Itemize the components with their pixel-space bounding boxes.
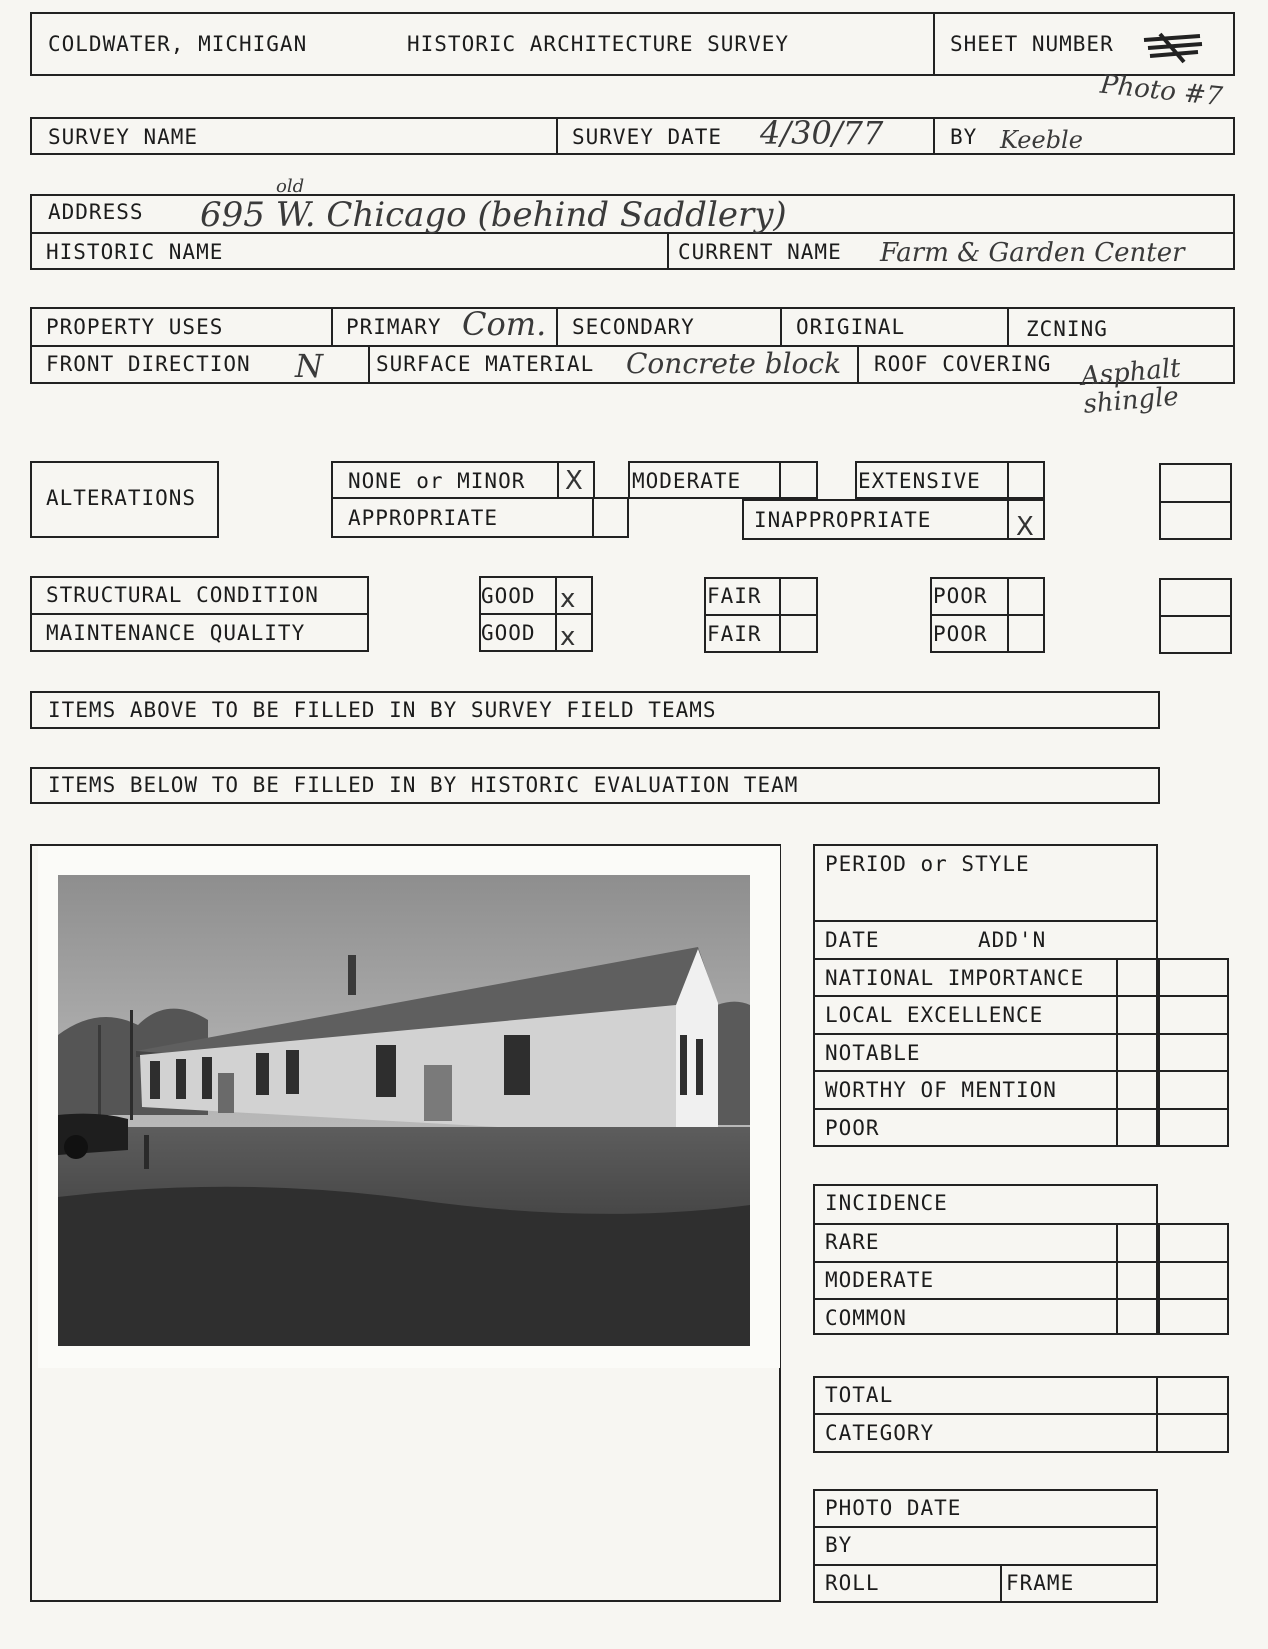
eval-col-div: [1158, 958, 1160, 1147]
alt-moderate-check-div: [779, 461, 781, 499]
condition-poor-divider: [930, 614, 1045, 616]
total-row-div: [813, 1413, 1229, 1415]
property-div-3: [780, 307, 782, 345]
original-label: ORIGINAL: [796, 315, 906, 339]
maintenance-fair-label: FAIR: [707, 622, 762, 646]
alt-extensive-check-div: [1007, 461, 1009, 499]
evaluation-score-column: [1116, 958, 1229, 1147]
condition-poor-check-div: [1007, 577, 1009, 653]
structural-poor-label: POOR: [933, 584, 988, 608]
condition-good-divider: [479, 613, 593, 615]
photo-date-label: PHOTO DATE: [825, 1496, 962, 1520]
photo-info-div-2: [813, 1564, 1158, 1566]
property-div-4: [1007, 307, 1009, 345]
structural-good-label: GOOD: [481, 584, 536, 608]
survey-divider-2: [933, 117, 935, 155]
primary-value: Com.: [462, 305, 547, 343]
current-name-divider: [667, 232, 669, 270]
national-importance-label: NATIONAL IMPORTANCE: [825, 966, 1085, 990]
total-label: TOTAL: [825, 1383, 894, 1407]
alt-none-minor-label: NONE or MINOR: [348, 469, 526, 493]
rare-label: RARE: [825, 1230, 880, 1254]
alt-appropriate-check-div: [592, 497, 594, 538]
period-style-label: PERIOD or STYLE: [825, 852, 1030, 876]
inc-row-div-1: [813, 1223, 1158, 1225]
roof-covering-label: ROOF COVERING: [874, 352, 1052, 376]
category-label: CATEGORY: [825, 1421, 935, 1445]
front-direction-label: FRONT DIRECTION: [46, 352, 251, 376]
eval-poor-label: POOR: [825, 1116, 880, 1140]
condition-label-divider: [30, 613, 369, 615]
property-div-1: [331, 307, 333, 345]
photo-by-label: BY: [825, 1533, 853, 1557]
local-excellence-label: LOCAL EXCELLENCE: [825, 1003, 1044, 1027]
property-div-6: [857, 345, 859, 384]
historic-name-label: HISTORIC NAME: [46, 240, 224, 264]
eval-row-div-3: [813, 995, 1229, 997]
surface-material-value: Concrete block: [626, 347, 842, 380]
photo-mount: [38, 846, 780, 1368]
current-name-label: CURRENT NAME: [678, 240, 842, 264]
incidence-score-column: [1116, 1223, 1229, 1335]
maintenance-good-label: GOOD: [481, 621, 536, 645]
zoning-label: ZCNING: [1026, 317, 1108, 341]
photo-note: Photo #7: [1098, 69, 1224, 113]
inc-moderate-label: MODERATE: [825, 1268, 935, 1292]
condition-good-check-div: [555, 576, 557, 652]
property-div-5: [368, 345, 370, 384]
current-name-value: Farm & Garden Center: [880, 238, 1185, 268]
common-label: COMMON: [825, 1306, 907, 1330]
alt-appropriate-label: APPROPRIATE: [348, 506, 499, 530]
survey-title: HISTORIC ARCHITECTURE SURVEY: [407, 32, 790, 56]
survey-by-label: BY: [950, 125, 978, 149]
roof-covering-value: Asphalt shingle: [1079, 353, 1182, 420]
eval-date-label: DATE: [825, 928, 880, 952]
sheet-number-label: SHEET NUMBER: [950, 32, 1114, 56]
property-uses-label: PROPERTY USES: [46, 315, 224, 339]
maintenance-quality-label: MAINTENANCE QUALITY: [46, 621, 306, 645]
survey-divider-1: [556, 117, 558, 155]
evaluation-team-note: ITEMS BELOW TO BE FILLED IN BY HISTORIC EVALUATION TEAM: [48, 773, 799, 797]
total-col-div: [1156, 1376, 1158, 1453]
inc-row-div-3: [813, 1298, 1229, 1300]
address-insert-note: old: [276, 176, 305, 197]
frame-label: FRAME: [1006, 1571, 1075, 1595]
primary-label: PRIMARY: [346, 315, 442, 339]
alterations-label: ALTERATIONS: [46, 486, 197, 510]
photo-info-col-div: [1000, 1564, 1002, 1603]
front-direction-value: N: [295, 347, 323, 385]
structural-condition-label: STRUCTURAL CONDITION: [46, 583, 319, 607]
inc-col-div: [1158, 1223, 1160, 1335]
header-divider: [933, 12, 935, 76]
address-label: ADDRESS: [48, 200, 144, 224]
alt-extensive-label: EXTENSIVE: [858, 469, 981, 493]
surface-material-label: SURFACE MATERIAL: [376, 352, 595, 376]
eval-row-div-1: [813, 920, 1158, 922]
alt-inappropriate-label: INAPPROPRIATE: [754, 508, 932, 532]
condition-fair-check-div: [779, 577, 781, 653]
survey-date-value: 4/30/77: [760, 114, 884, 152]
maintenance-good-mark: x: [560, 622, 576, 652]
property-div-2: [556, 307, 558, 345]
alt-inappropriate-mark: X: [1016, 512, 1034, 542]
survey-name-label: SURVEY NAME: [48, 125, 199, 149]
alt-moderate-label: MODERATE: [632, 469, 742, 493]
alt-side-divider: [1159, 501, 1232, 503]
secondary-label: SECONDARY: [572, 315, 695, 339]
survey-date-label: SURVEY DATE: [572, 125, 723, 149]
eval-row-div-6: [813, 1108, 1229, 1110]
condition-fair-divider: [704, 614, 818, 616]
structural-good-mark: x: [560, 584, 576, 614]
field-teams-note: ITEMS ABOVE TO BE FILLED IN BY SURVEY FIELD TEAMS: [48, 698, 717, 722]
survey-by-value: Keeble: [1000, 126, 1083, 154]
sheet-number-scribble: [1140, 28, 1210, 68]
city-label: COLDWATER, MICHIGAN: [48, 32, 308, 56]
eval-row-div-2: [813, 958, 1158, 960]
eval-row-div-5: [813, 1070, 1229, 1072]
eval-row-div-4: [813, 1033, 1229, 1035]
alt-none-minor-check-div: [557, 461, 559, 499]
condition-side-divider: [1159, 615, 1232, 617]
photo-info-div-1: [813, 1526, 1158, 1528]
structural-fair-label: FAIR: [707, 584, 762, 608]
alt-inappropriate-check-div: [1007, 499, 1009, 540]
worthy-of-mention-label: WORTHY OF MENTION: [825, 1078, 1057, 1102]
roll-label: ROLL: [825, 1571, 880, 1595]
notable-label: NOTABLE: [825, 1041, 921, 1065]
eval-addn-label: ADD'N: [978, 928, 1047, 952]
address-value: 695 W. Chicago (behind Saddlery): [200, 195, 787, 235]
alt-none-minor-mark: X: [565, 466, 583, 496]
inc-row-div-2: [813, 1261, 1229, 1263]
building-photo: [58, 875, 750, 1346]
incidence-label: INCIDENCE: [825, 1191, 948, 1215]
maintenance-poor-label: POOR: [933, 622, 988, 646]
